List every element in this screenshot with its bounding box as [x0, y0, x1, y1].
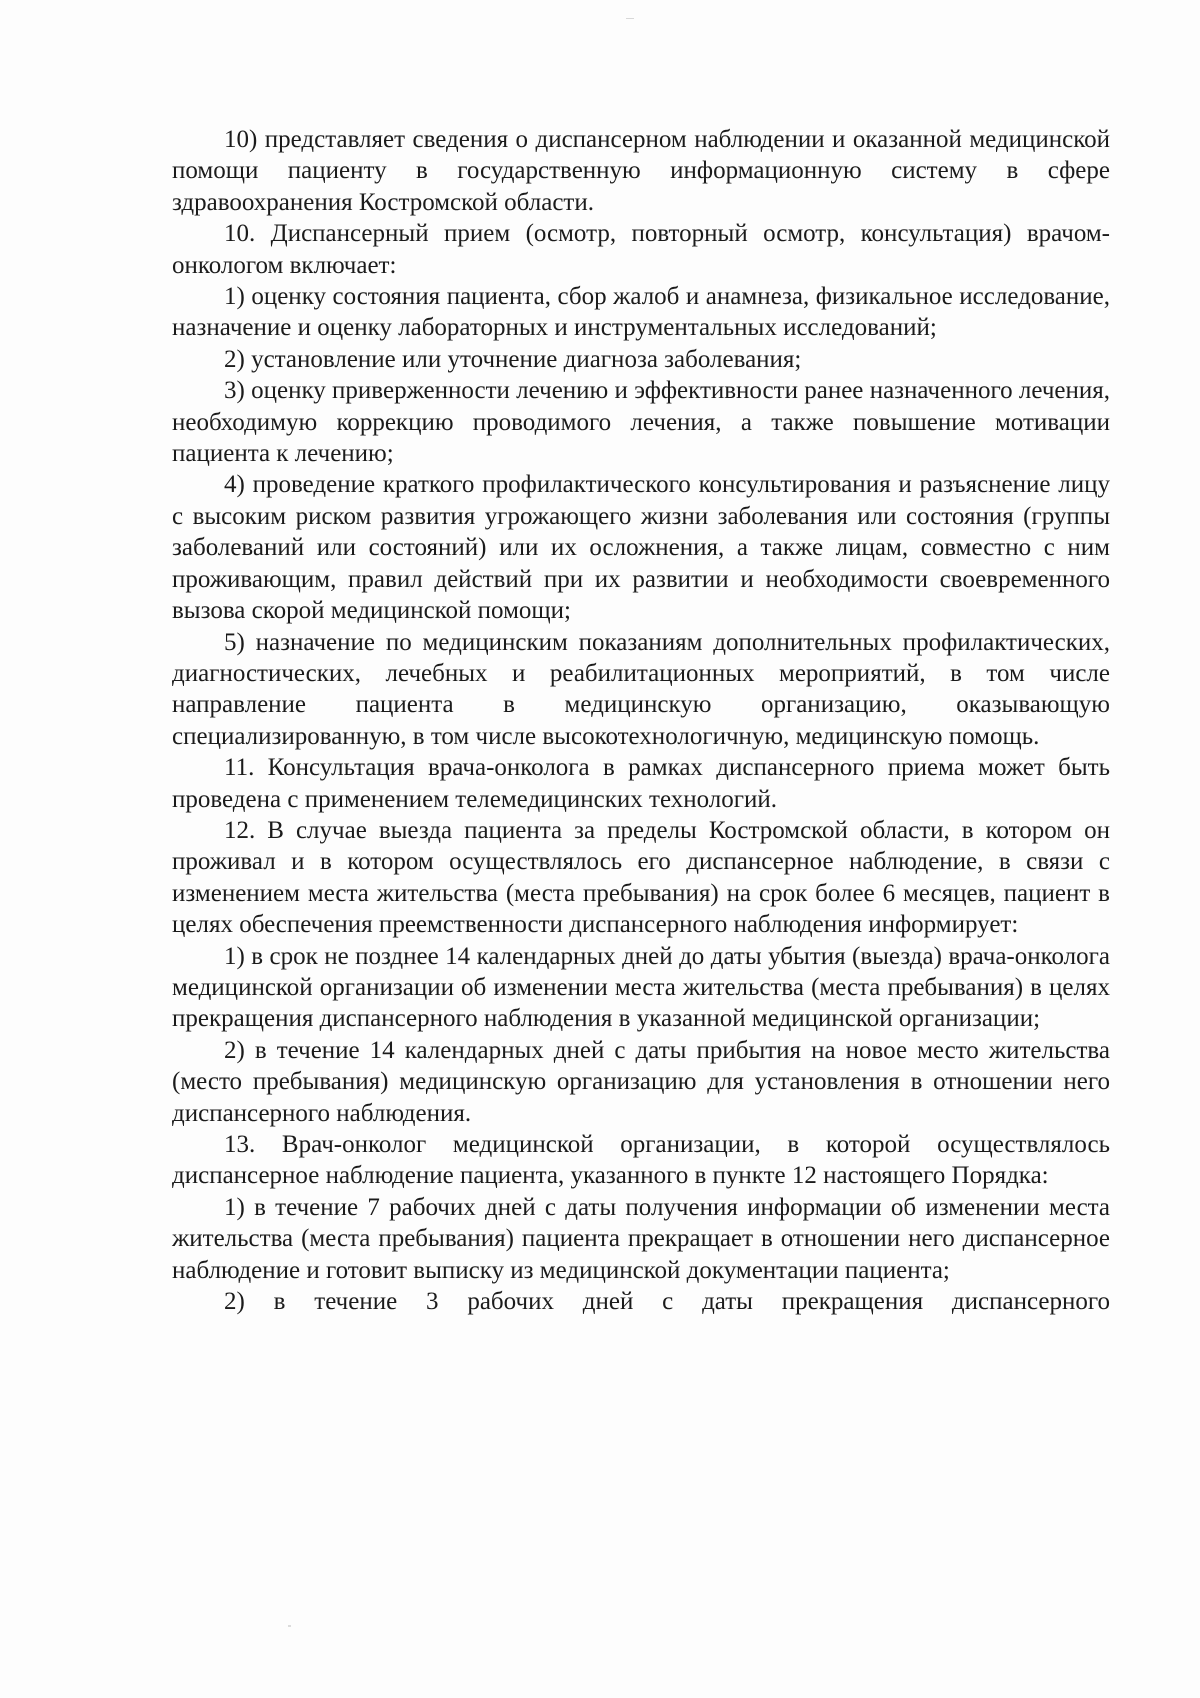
paragraph-12-item-2: 2) в течение 14 календарных дней с даты прибытия на новое место жительства (место пребывания) медицинскую организацию для установления в отношении него диспансерного наблюдения.	[172, 1036, 1110, 1127]
paragraph-10-item-2: 2) установление или уточнение диагноза заболевания;	[224, 345, 802, 373]
paragraph-10-item-4: 4) проведение краткого профилактического консультирования и разъяснение лицу с высоким риском развития угрожающего жизни заболевания или состояния (группы заболеваний или состояний) или их осложнения, а также лицам, совместно с ним проживающим, правил действий при их развитии и необходимости своевременного вызова скорой медицинской помощи;	[172, 471, 1110, 625]
paragraph-13-item-2: 2) в течение 3 рабочих дней с даты прекращения диспансерного	[224, 1288, 1110, 1316]
paragraph-12-item-1: 1) в срок не позднее 14 календарных дней до даты убытия (выезда) врача-онколога медицинской организации об изменении места жительства (места пребывания) в целях прекращения диспансерного наблюдения в указанной медицинской организации;	[172, 942, 1110, 1033]
paragraph-13: 13. Врач-онколог медицинской организации, в которой осуществлялось диспансерное наблюдение пациента, указанного в пункте 12 настоящего Порядка:	[172, 1131, 1110, 1190]
paragraph-12: 12. В случае выезда пациента за пределы Костромской области, в котором он проживал и в котором осуществлялось его диспансерное наблюдение, в связи с изменением места жительства (места пребывания) на срок более 6 месяцев, пациент в целях обеспечения преемственности диспансерного наблюдения информирует:	[172, 816, 1110, 939]
scan-speck	[288, 1625, 291, 1627]
paragraph-10-item-5: 5) назначение по медицинским показаниям дополнительных профилактических, диагностических, лечебных и реабилитационных мероприятий, в том числе направление пациента в медицинскую организацию, оказывающую специализированную, в том числе высокотехнологичную, медицинскую помощь.	[172, 628, 1110, 750]
paragraph-10-item-1: 1) оценку состояния пациента, сбор жалоб и анамнеза, физикальное исследование, назначение и оценку лабораторных и инструментальных исследований;	[172, 283, 1110, 342]
scan-mark	[626, 18, 634, 19]
paragraph-10-item-3: 3) оценку приверженности лечению и эффективности ранее назначенного лечения, необходимую коррекцию проводимого лечения, а также повышение мотивации пациента к лечению;	[172, 377, 1110, 468]
paragraph-10-item: 10) представляет сведения о диспансерном наблюдении и оказанной медицинской помощи пациенту в государственную информационную систему в сфере здравоохранения Костромской области.	[172, 126, 1110, 216]
document-body	[172, 124, 1110, 1317]
paragraph-11: 11. Консультация врача-онколога в рамках диспансерного приема может быть проведена с применением телемедицинских технологий.	[172, 754, 1110, 813]
paragraph-13-item-1: 1) в течение 7 рабочих дней с даты получения информации об изменении места жительства (места пребывания) пациента прекращает в отношении него диспансерное наблюдение и готовит выписку из медицинской документации пациента;	[172, 1193, 1110, 1284]
paragraph-10: 10. Диспансерный прием (осмотр, повторный осмотр, консультация) врачом-онкологом включает:	[172, 220, 1110, 279]
